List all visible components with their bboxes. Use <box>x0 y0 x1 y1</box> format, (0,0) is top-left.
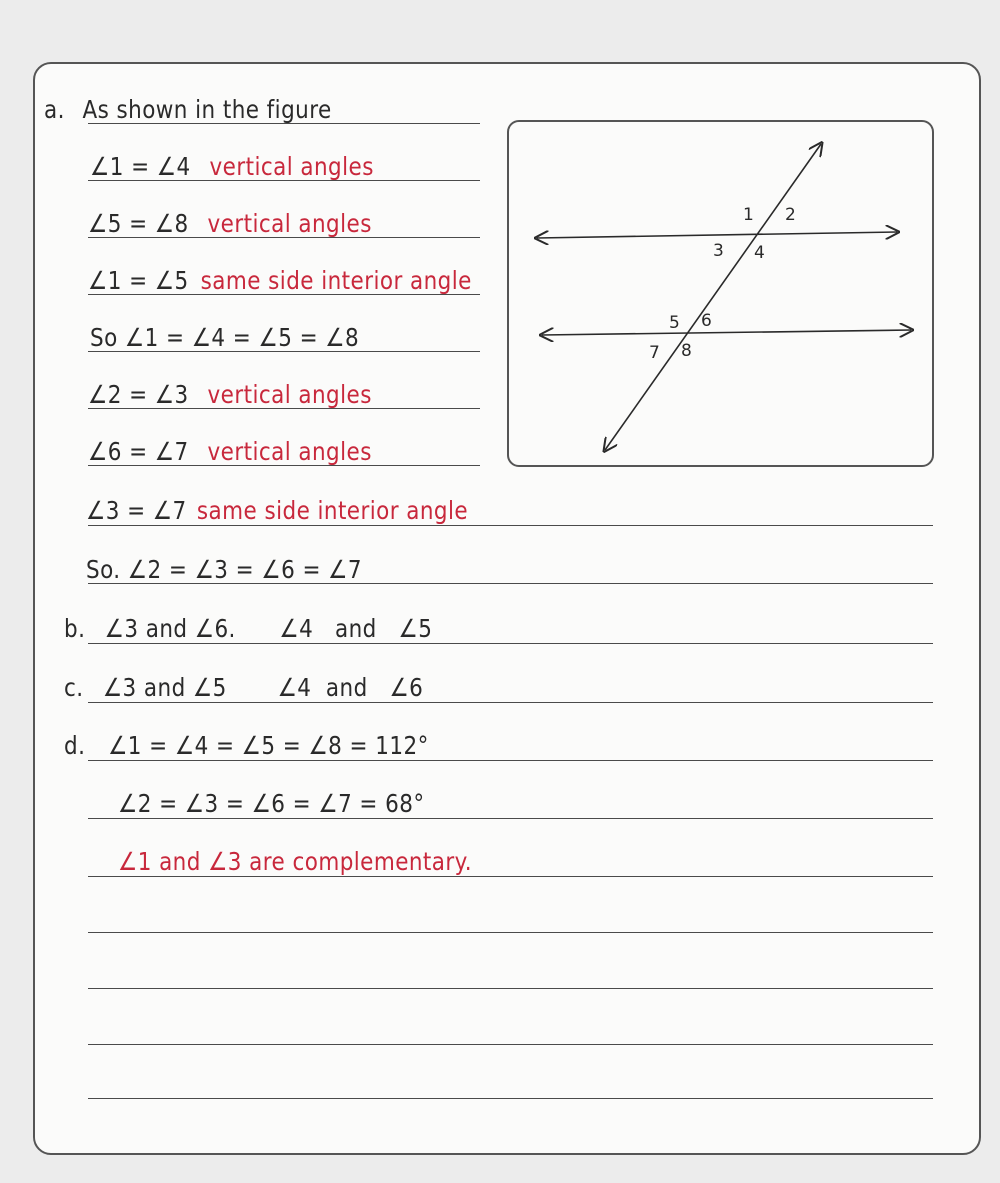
angle-label-3: 3 <box>713 241 724 261</box>
solution-line-b: b. ∠3 and ∠6. ∠4 and ∠5 <box>64 614 433 643</box>
solution-line: ∠2 = ∠3 vertical angles <box>88 380 372 409</box>
angle-label-7: 7 <box>649 343 660 363</box>
solution-line: ∠1 = ∠5 same side interior angle <box>88 266 472 295</box>
transversal-line <box>605 144 821 450</box>
solution-line: ∠2 = ∠3 = ∠6 = ∠7 = 68° <box>118 789 425 818</box>
solution-line-a-intro: a. As shown in the figure <box>44 95 332 124</box>
ruled-line <box>88 932 933 933</box>
parallel-line-top <box>537 232 897 238</box>
ruled-line <box>88 1044 933 1045</box>
solution-line-d: d. ∠1 = ∠4 = ∠5 = ∠8 = 112° <box>64 731 429 760</box>
solution-line: So. ∠2 = ∠3 = ∠6 = ∠7 <box>86 555 362 584</box>
angle-label-2: 2 <box>785 205 796 225</box>
solution-line: So ∠1 = ∠4 = ∠5 = ∠8 <box>90 323 360 352</box>
angle-label-8: 8 <box>681 341 692 361</box>
parallel-lines-diagram <box>509 122 936 469</box>
ruled-line <box>88 1098 933 1099</box>
angle-label-1: 1 <box>743 205 754 225</box>
solution-line: ∠3 = ∠7 same side interior angle <box>86 496 469 525</box>
parallel-line-bottom <box>542 330 911 335</box>
angle-label-5: 5 <box>669 313 680 333</box>
solution-line-c: c. ∠3 and ∠5 ∠4 and ∠6 <box>64 673 424 702</box>
angle-label-4: 4 <box>754 243 765 263</box>
solution-line: ∠5 = ∠8 vertical angles <box>88 209 372 238</box>
solution-line-conclusion: ∠1 and ∠3 are complementary. <box>118 847 473 876</box>
parallel-lines-figure <box>507 120 934 467</box>
ruled-line <box>88 988 933 989</box>
solution-line: ∠6 = ∠7 vertical angles <box>88 437 372 466</box>
angle-label-6: 6 <box>701 311 712 331</box>
solution-line: ∠1 = ∠4 vertical angles <box>90 152 374 181</box>
